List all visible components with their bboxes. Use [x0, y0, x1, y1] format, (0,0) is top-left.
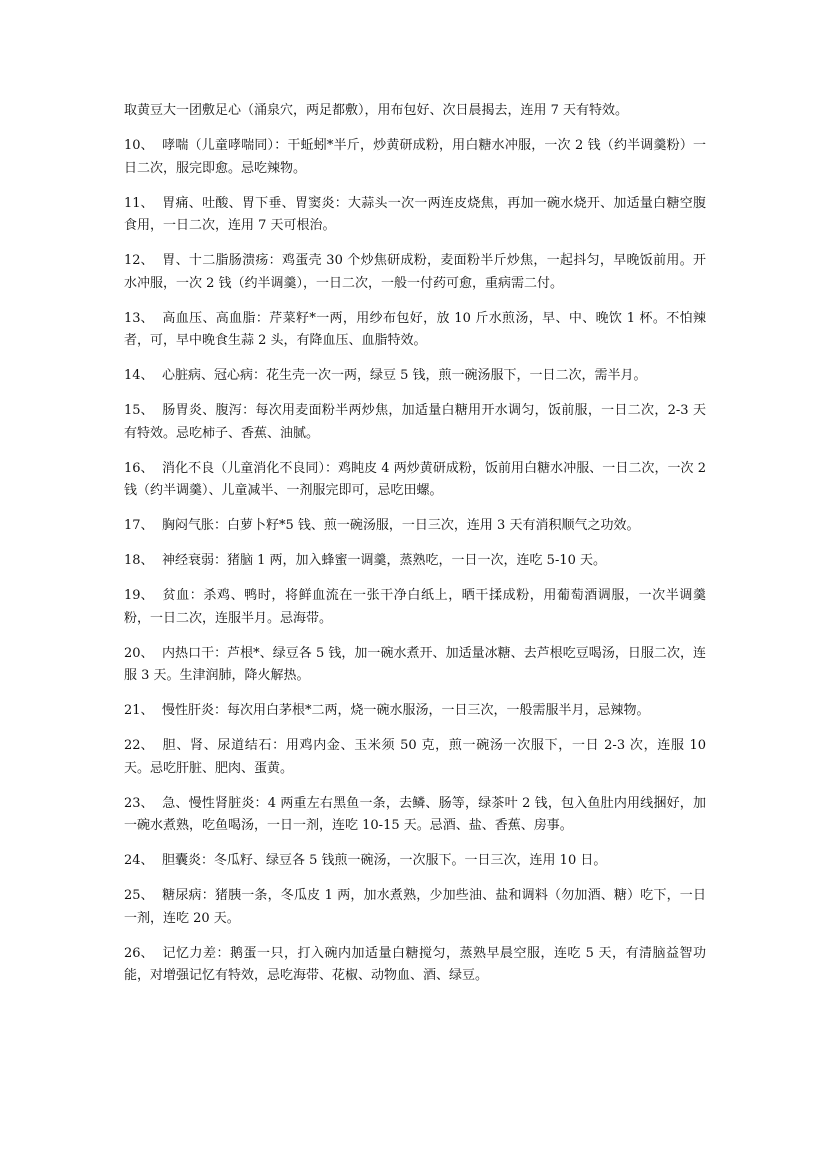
remedy-item [124, 308, 706, 353]
item-text: 记忆力差：鹅蛋一只，打入碗内加适量白糖搅匀，蒸熟早晨空服，连吃 5 天，有清脑益智功能，对增强记忆有特效，忌吃海带、花椒、动物血、酒、绿豆。 [124, 945, 706, 983]
remedy-item [124, 735, 706, 780]
item-number: 19、 [124, 588, 154, 603]
remedy-item [124, 585, 706, 630]
item-number: 14、 [124, 368, 154, 383]
item-text: 哮喘（儿童哮喘同）：干蚯蚓*半斤，炒黄研成粉，用白糖水冲服，一次 2 钱（约半调羹粉）一日二次，服完即愈。忌吃辣物。 [124, 138, 706, 176]
item-text: 心脏病、冠心病：花生壳一次一两，绿豆 5 钱，煎一碗汤服下，一日二次，需半月。 [162, 368, 647, 383]
remedy-item [124, 193, 706, 238]
item-number: 16、 [124, 460, 154, 476]
item-text: 慢性肝炎：每次用白茅根*二两，烧一碗水服汤，一日三次，一般需服半月，忌辣物。 [162, 703, 650, 718]
remedy-item [124, 850, 706, 873]
remedy-item [124, 135, 706, 180]
item-number: 13、 [124, 310, 154, 326]
item-number: 15、 [124, 403, 154, 418]
item-text: 胆、肾、尿道结石：用鸡内金、玉米须 50 克，煎一碗汤一次服下，一日 2-3 次，连服 10 天。忌吃肝脏、肥肉、蛋黄。 [124, 738, 706, 776]
item-number: 25、 [124, 888, 154, 903]
item-number: 23、 [124, 795, 154, 811]
remedy-item [124, 250, 706, 295]
remedy-item [124, 400, 706, 445]
remedy-item [124, 700, 706, 723]
item-text: 肠胃炎、腹泻：每次用麦面粉半两炒焦，加适量白糖用开水调匀，饭前服，一日二次，2-3 天有特效。忌吃柿子、香蕉、油腻。 [124, 403, 706, 441]
remedy-item [124, 885, 706, 930]
item-number: 18、 [124, 553, 154, 568]
document-page [124, 100, 706, 1000]
item-number: 21、 [124, 703, 154, 718]
remedy-item [124, 643, 706, 688]
item-number: 22、 [124, 738, 154, 753]
item-text: 高血压、高血脂：芹菜籽*一两，用纱布包好，放 10 斤水煎汤，早、中、晚饮 1 杯。不怕辣者，可，早中晚食生蒜 2 头，有降血压、血脂特效。 [124, 310, 706, 348]
item-text: 胸闷气胀：白萝卜籽*5 钱、煎一碗汤服，一日三次，连用 3 天有消积顺气之功效。 [162, 518, 640, 533]
item-number: 24、 [124, 853, 154, 868]
remedy-item [124, 793, 706, 838]
remedy-item [124, 365, 706, 388]
item-number: 12、 [124, 253, 154, 268]
remedy-item [124, 458, 706, 503]
remedy-item [124, 515, 706, 538]
item-number: 17、 [124, 518, 154, 533]
remedy-item [124, 550, 706, 573]
intro-paragraph: 取黄豆大一团敷足心（涌泉穴，两足都敷），用布包好、次日晨揭去，连用 7 天有特效。 [124, 103, 629, 118]
item-text: 胃痛、吐酸、胃下垂、胃窦炎：大蒜头一次一两连皮烧焦，再加一碗水烧开、加适量白糖空腹食用，一日二次，连用 7 天可根治。 [124, 195, 706, 233]
item-number: 11、 [124, 195, 154, 211]
item-text: 贫血：杀鸡、鸭时，将鲜血流在一张干净白纸上，晒干揉成粉，用葡萄酒调服，一次半调羹粉，一日二次，连服半月。忌海带。 [124, 588, 706, 626]
item-text: 胃、十二脂肠溃疡：鸡蛋壳 30 个炒焦研成粉，麦面粉半斤炒焦，一起抖匀，早晚饭前用。开水冲服，一次 2 钱（约半调羹），一日二次，一般一付药可愈，重病需二付。 [124, 253, 706, 291]
item-number: 10、 [124, 138, 154, 153]
item-text: 消化不良（儿童消化不良同）：鸡盹皮 4 两炒黄研成粉，饭前用白糖水冲服、一日二次，一次 2 钱（约半调羹）、儿童减半、一剂服完即可，忌吃田螺。 [124, 460, 706, 498]
remedy-item [124, 943, 706, 988]
item-text: 内热口干：芦根*、绿豆各 5 钱，加一碗水煮开、加适量冰糖、去芦根吃豆喝汤，日服二次，连服 3 天。生津润肺，降火解热。 [124, 645, 706, 683]
item-text: 胆囊炎：冬瓜籽、绿豆各 5 钱煎一碗汤，一次服下。一日三次，连用 10 日。 [162, 853, 607, 868]
item-text: 糖尿病：猪胰一条，冬瓜皮 1 两，加水煮熟，少加些油、盐和调料（勿加酒、糖）吃下，一日一剂，连吃 20 天。 [124, 888, 706, 926]
item-text: 神经衰弱：猪脑 1 两，加入蜂蜜一调羹，蒸熟吃，一日一次，连吃 5-10 天。 [162, 553, 607, 568]
item-number: 26、 [124, 945, 154, 961]
item-number: 20、 [124, 645, 154, 661]
item-text: 急、慢性肾脏炎：4 两重左右黑鱼一条，去鳞、肠等，绿茶叶 2 钱，包入鱼肚内用线捆好，加一碗水煮熟，吃鱼喝汤，一日一剂，连吃 10-15 天。忌酒、盐、香蕉、房事。 [124, 795, 706, 833]
